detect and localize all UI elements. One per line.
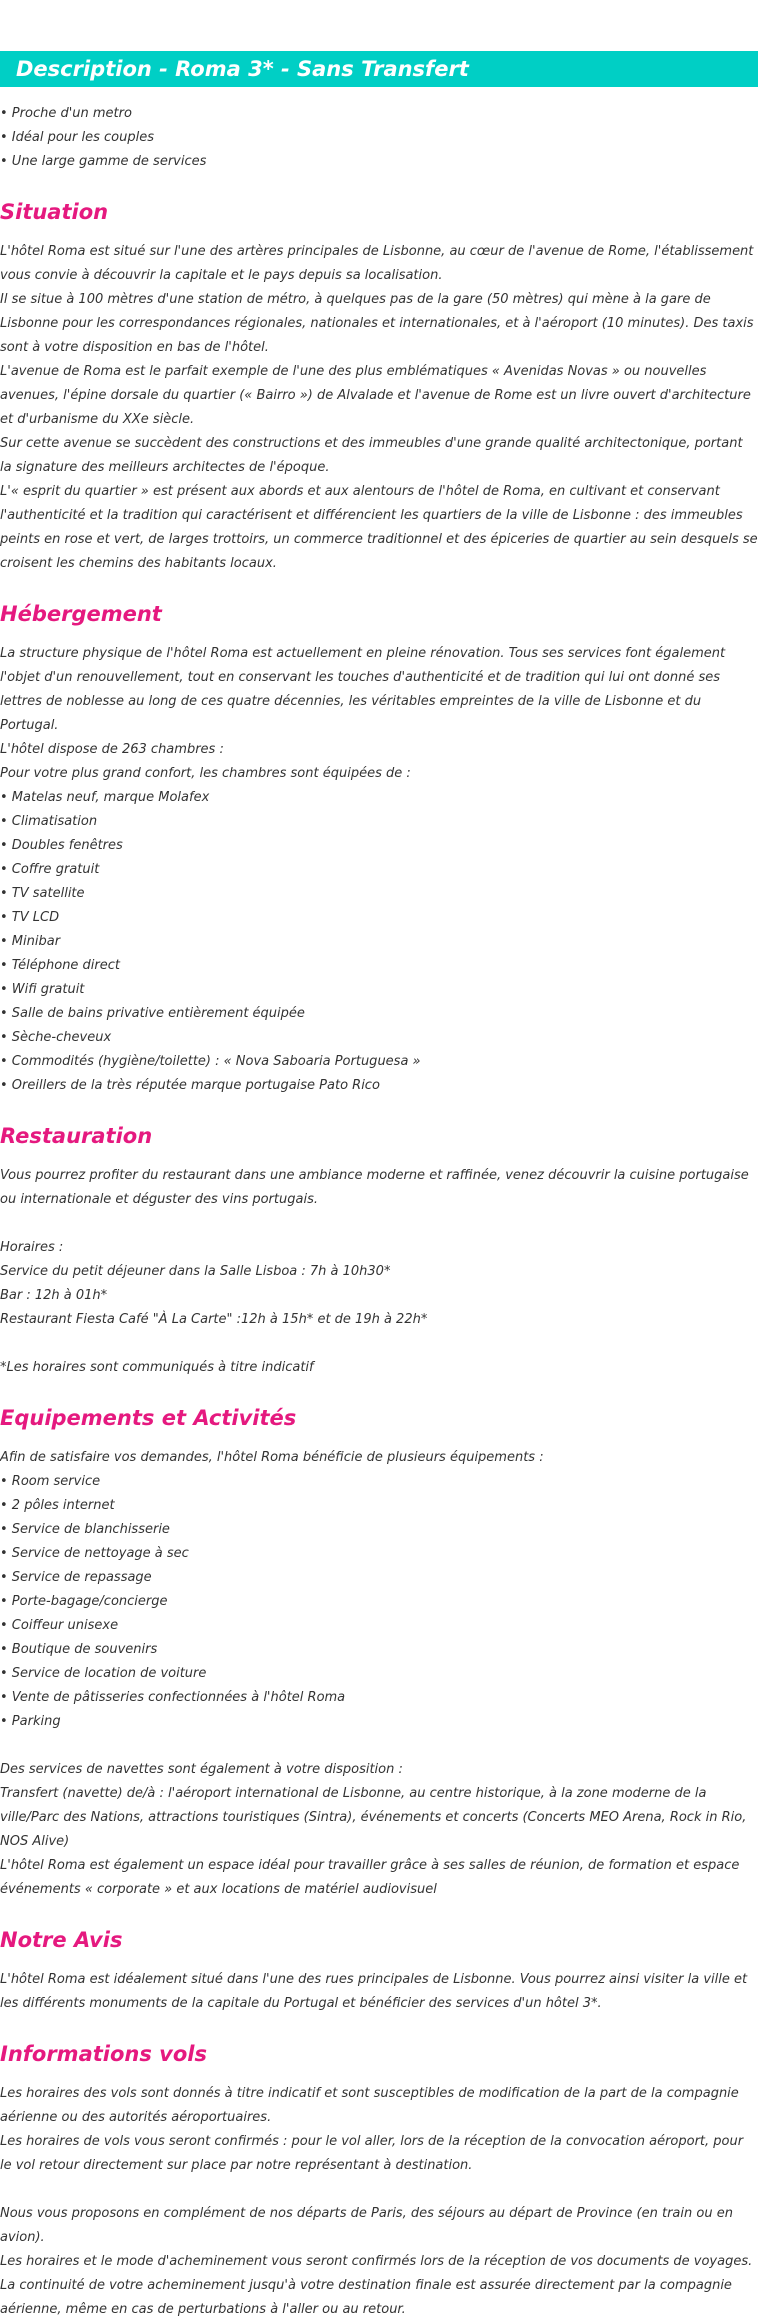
restauration-intro: Vous pourrez profiter du restaurant dans une ambiance moderne et raffinée, venez découvrir la cuisine portugaise ou internationale et déguster des vins portugais. [0,1168,749,1207]
equipment-item: • Parking [0,1714,61,1729]
hours-title: Horaires : [0,1240,64,1255]
hebergement-paragraph: Pour votre plus grand confort, les chambres sont équipées de : [0,766,411,781]
situation-section [0,240,758,576]
vols-paragraph: Les horaires des vols sont donnés à titre indicatif et sont susceptibles de modification de la part de la compagnie aérienne ou des autorités aéroportuaires. [0,2086,739,2125]
situation-paragraph: Il se situe à 100 mètres d'une station de métro, à quelques pas de la gare (50 mètres) qui mène à la gare de Lisbonne pour les correspondances régionales, nationales et internationales, et à l'aéroport (10 minutes). Des taxis sont à votre disposition en bas de l'hôtel. [0,292,754,355]
situation-heading: Situation [0,200,109,224]
room-amenity-item: • Wifi gratuit [0,982,85,997]
situation-paragraph: L'hôtel Roma est situé sur l'une des artères principales de Lisbonne, au cœur de l'avenue de Rome, l'établissement vous convie à découvrir la capitale et le pays depuis sa localisation. [0,244,754,283]
hours-line: Service du petit déjeuner dans la Salle Lisboa : 7h à 10h30* [0,1264,391,1279]
description-banner [0,51,758,87]
vols-paragraph: Les horaires et le mode d'acheminement vous seront confirmés lors de la réception de vos documents de voyages. [0,2254,753,2269]
highlight-item: • Idéal pour les couples [0,130,155,145]
description-content [0,102,758,2322]
room-amenity-item: • Commodités (hygiène/toilette) : « Nova Saboaria Portuguesa » [0,1054,421,1069]
room-amenity-item: • Téléphone direct [0,958,121,973]
room-amenity-item: • Sèche-cheveux [0,1030,112,1045]
room-amenity-item: • Climatisation [0,814,98,829]
hebergement-paragraph: La structure physique de l'hôtel Roma est actuellement en pleine rénovation. Tous ses services font également l'objet d'un renouvellement, tout en conservant les touches d'authenticité et de tradition qui lui ont donné ses lettres de noblesse au long de ces quatre décennies, les véritables empreintes de la ville de Lisbonne et du Portugal. [0,646,726,733]
room-amenity-item: • Salle de bains privative entièrement équipée [0,1006,305,1021]
equipements-intro: Afin de satisfaire vos demandes, l'hôtel Roma bénéficie de plusieurs équipements : [0,1450,544,1465]
equipements-outro: L'hôtel Roma est également un espace idéal pour travailler grâce à ses salles de réunion, de formation et espace événements « corporate » et aux locations de matériel audiovisuel [0,1858,740,1897]
vols-paragraph: Nous vous proposons en complément de nos départs de Paris, des séjours au départ de Province (en train ou en avion). [0,2206,733,2245]
equipment-item: • Vente de pâtisseries confectionnées à l'hôtel Roma [0,1690,346,1705]
equipment-item: • Porte-bagage/concierge [0,1594,168,1609]
restauration-section [0,1164,758,1380]
room-amenity-item: • TV LCD [0,910,60,925]
situation-paragraph: Sur cette avenue se succèdent des constructions et des immeubles d'une grande qualité architectonique, portant la signature des meilleurs architectes de l'époque. [0,436,743,475]
equipment-item: • Boutique de souvenirs [0,1642,158,1657]
room-amenity-item: • Matelas neuf, marque Molafex [0,790,210,805]
vols-paragraph: Les horaires de vols vous seront confirmés : pour le vol aller, lors de la réception de la convocation aéroport, pour le vol retour directement sur place par notre représentant à destination. [0,2134,744,2173]
hours-note: *Les horaires sont communiqués à titre indicatif [0,1360,314,1375]
highlights-list [0,102,758,174]
hebergement-paragraph: L'hôtel dispose de 263 chambres : [0,742,224,757]
room-amenity-item: • TV satellite [0,886,85,901]
hours-line: Bar : 12h à 01h* [0,1288,108,1303]
equipment-item: • Service de repassage [0,1570,152,1585]
hebergement-section [0,642,758,1098]
equipements-heading: Equipements et Activités [0,1406,297,1430]
equipements-section [0,1446,758,1902]
avis-heading: Notre Avis [0,1928,123,1952]
vols-section [0,2082,758,2322]
equipment-item: • Service de blanchisserie [0,1522,170,1537]
equipements-outro: Transfert (navette) de/à : l'aéroport international de Lisbonne, au centre historique, à la zone moderne de la ville/Parc des Nations, attractions touristiques (Sintra), événements et concerts (Concerts MEO Arena, Rock in Rio, NOS Alive) [0,1786,747,1849]
restauration-heading: Restauration [0,1124,153,1148]
room-amenity-item: • Doubles fenêtres [0,838,123,853]
equipment-item: • Service de location de voiture [0,1666,207,1681]
hours-line: Restaurant Fiesta Café "À La Carte" :12h à 15h* et de 19h à 22h* [0,1312,428,1327]
highlight-item: • Une large gamme de services [0,154,207,169]
banner-title: Description - Roma 3* - Sans Transfert [16,57,469,81]
highlight-item: • Proche d'un metro [0,106,132,121]
equipment-item: • Room service [0,1474,101,1489]
vols-paragraph: La continuité de votre acheminement jusqu'à votre destination finale est assurée directement par la compagnie aérienne, même en cas de perturbations à l'aller ou au retour. [0,2278,732,2317]
room-amenity-item: • Coffre gratuit [0,862,100,877]
hebergement-heading: Hébergement [0,602,162,626]
equipment-item: • Service de nettoyage à sec [0,1546,189,1561]
vols-heading: Informations vols [0,2042,207,2066]
equipment-item: • 2 pôles internet [0,1498,115,1513]
situation-paragraph: L'avenue de Roma est le parfait exemple de l'une des plus emblématiques « Avenidas Novas » ou nouvelles avenues, l'épine dorsale du quartier (« Bairro ») de Alvalade et l'avenue de Rome est un livre ouvert d'architecture et d'urbanisme du XXe siècle. [0,364,751,427]
equipements-outro: Des services de navettes sont également à votre disposition : [0,1762,403,1777]
room-amenity-item: • Minibar [0,934,61,949]
room-amenity-item: • Oreillers de la très réputée marque portugaise Pato Rico [0,1078,380,1093]
situation-paragraph: L'« esprit du quartier » est présent aux abords et aux alentours de l'hôtel de Roma, en cultivant et conservant l'authenticité et la tradition qui caractérisent et différencient les quartiers de la ville de Lisbonne : des immeubles peints en rose et vert, de larges trottoirs, un commerce traditionnel et des épiceries de quartier au sein desquels se croisent les chemins des habitants locaux. [0,484,758,571]
avis-text: L'hôtel Roma est idéalement situé dans l'une des rues principales de Lisbonne. Vous pourrez ainsi visiter la ville et les différents monuments de la capitale du Portugal et bénéficier des services d'un hôtel 3*. [0,1972,748,2011]
equipment-item: • Coiffeur unisexe [0,1618,119,1633]
